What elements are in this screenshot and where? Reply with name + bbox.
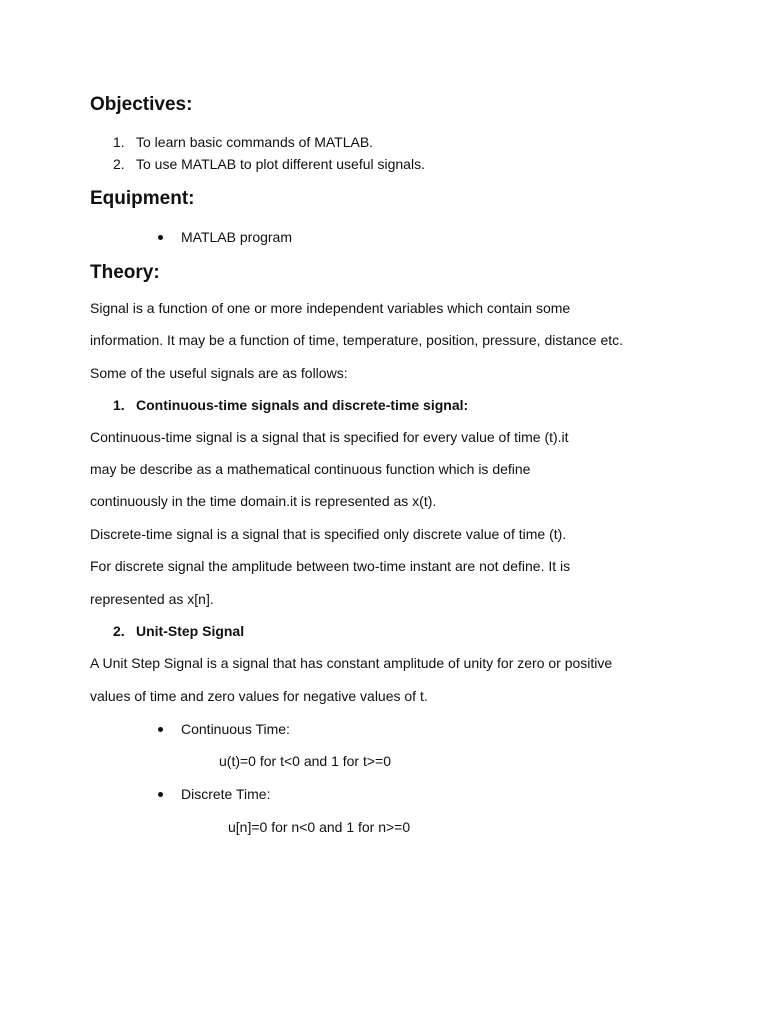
section-paragraph-line: may be describe as a mathematical continuous function which is define [90, 461, 531, 477]
theory-heading: Theory: [90, 262, 160, 283]
signal-formula: u(t)=0 for t<0 and 1 for t>=0 [219, 753, 391, 769]
objective-number: 2. [113, 156, 125, 172]
objective-number: 1. [113, 134, 125, 150]
equipment-item: MATLAB program [181, 229, 292, 245]
section-paragraph-line: values of time and zero values for negative values of t. [90, 688, 428, 704]
bullet-icon [158, 727, 163, 732]
section-paragraph-line: Continuous-time signal is a signal that is specified for every value of time (t).it [90, 429, 569, 445]
signal-type-label: Discrete Time: [181, 786, 271, 802]
section-paragraph-line: represented as x[n]. [90, 591, 214, 607]
objective-item: To learn basic commands of MATLAB. [136, 134, 374, 150]
objective-item: To use MATLAB to plot different useful signals. [136, 156, 425, 172]
equipment-heading: Equipment: [90, 188, 195, 209]
section-paragraph-line: Discrete-time signal is a signal that is specified only discrete value of time (t). [90, 526, 567, 542]
signal-formula: u[n]=0 for n<0 and 1 for n>=0 [228, 819, 411, 835]
objectives-heading: Objectives: [90, 94, 193, 115]
bullet-icon [158, 235, 163, 240]
section-number: 1. [113, 397, 125, 413]
theory-paragraph-line: Signal is a function of one or more independent variables which contain some [90, 300, 571, 316]
section-paragraph-line: A Unit Step Signal is a signal that has constant amplitude of unity for zero or positive [90, 655, 613, 671]
section-paragraph-line: For discrete signal the amplitude between two-time instant are not define. It is [90, 558, 571, 574]
signal-type-label: Continuous Time: [181, 721, 290, 737]
theory-paragraph-line: information. It may be a function of time, temperature, position, pressure, distance etc. [90, 332, 624, 348]
section-number: 2. [113, 623, 125, 639]
section-paragraph-line: continuously in the time domain.it is represented as x(t). [90, 493, 437, 509]
section-title: Unit-Step Signal [136, 623, 245, 639]
bullet-icon [158, 792, 163, 797]
theory-paragraph-line: Some of the useful signals are as follows: [90, 365, 348, 381]
section-title: Continuous-time signals and discrete-time signal: [136, 397, 469, 413]
